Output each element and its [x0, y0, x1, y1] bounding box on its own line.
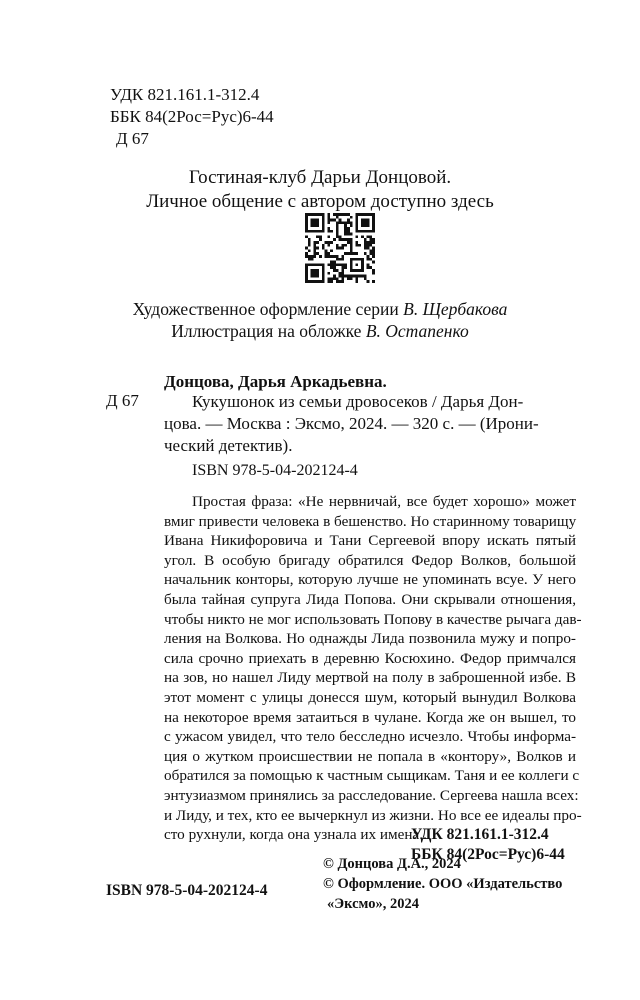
series-design-credit — [0, 298, 640, 320]
annotation-line: ления на Волкова. Но однажды Лида позвонила мужу и попро- — [164, 630, 576, 648]
annotation-line: энтузиазмом принялись за расследование. Сергеева нашла всех: — [164, 786, 579, 804]
annotation-line: на зов, но нашел Лиду мертвой на полу в заброшенной избе. В — [164, 669, 576, 687]
annotation-line: сила срочно приехать в деревню Косюхино. Федор примчался — [164, 649, 576, 667]
footer-bbk: ББК 84(2Рос=Рус)6-44 — [411, 846, 565, 863]
copyright-design: © Оформление. ООО «Издательство — [323, 876, 563, 892]
copyright-block — [323, 854, 562, 914]
annotation-line: начальник конторы, которую лучше не упоминать всуе. У него — [164, 571, 576, 589]
author-code: Д 67 — [106, 391, 139, 410]
copyright-design-cont: «Эксмо», 2024 — [327, 896, 419, 912]
annotation-line: вмиг привести человека в бешенство. Но старинному товарищу — [164, 512, 577, 530]
annotation-line: с ужасом увидел, что тело бесследно исчезло. Чтобы информа- — [164, 728, 576, 746]
annotation-line: чтобы никто не мог использовать Попову в качестве рычага дав- — [164, 610, 582, 628]
cover-illustration-name: В. Остапенко — [365, 321, 469, 341]
annotation-line: сто рухнули, когда она узнала их имена... — [164, 826, 431, 844]
series-design-label: Художественное оформление серии — [132, 299, 399, 319]
udk-code: УДК 821.161.1-312.4 — [110, 85, 260, 104]
annotation-line: обратился за помощью к частным сыщикам. Таня и ее коллеги с — [164, 767, 580, 785]
annotation-line: была тайная супруга Лида Попова. Они скрывали отношения, — [164, 590, 576, 608]
cover-illustration-credit — [0, 320, 640, 342]
annotation-line: угол. В особую бригаду обратился Федор Волков, большой — [164, 551, 576, 569]
annotation-line: и Лиду, и тех, кто ее вычеркнул из жизни. Но все ее идеалы про- — [164, 806, 582, 824]
annotation-line: Простая фраза: «Не нервничай, все будет хорошо» может — [192, 493, 576, 510]
cover-illustration-label: Иллюстрация на обложке — [171, 321, 362, 341]
annotation-line: на некоторое время затаиться в чулане. Когда же он вышел, то — [164, 708, 576, 726]
bib-line: ческий детектив). — [164, 436, 293, 455]
club-subtitle: Личное общение с автором доступно здесь — [146, 191, 494, 212]
series-design-name: В. Щербакова — [403, 299, 508, 319]
credits-block — [0, 298, 640, 342]
annotation-paragraph — [164, 492, 582, 845]
author-heading: Донцова, Дарья Аркадьевна. — [164, 372, 387, 391]
bib-line: Кукушонок из семьи дровосеков / Дарья Дон- — [192, 392, 524, 411]
annotation-line: Ивана Никифоровича и Тани Сергеевой впору искать пятый — [164, 532, 576, 550]
club-title: Гостиная-клуб Дарьи Донцовой. — [188, 167, 452, 188]
copyright-author: © Донцова Д.А., 2024 — [323, 856, 461, 872]
isbn-record: ISBN 978-5-04-202124-4 — [192, 462, 358, 479]
bbk-code: ББК 84(2Рос=Рус)6-44 — [110, 107, 274, 126]
footer-udk: УДК 821.161.1-312.4 — [411, 826, 549, 843]
bibliographic-record — [164, 391, 584, 457]
annotation-line: ция о жутком происшествии не попала в «контору», Волков и — [164, 747, 576, 765]
classification-block — [110, 84, 274, 150]
qr-code-icon[interactable] — [305, 213, 375, 283]
club-block — [0, 166, 640, 214]
author-sign: Д 67 — [116, 129, 149, 148]
footer-isbn: ISBN 978-5-04-202124-4 — [106, 882, 268, 899]
bib-line: цова. — Москва : Эксмо, 2024. — 320 с. — (Ирони- — [164, 414, 539, 433]
annotation-line: этот момент с улицы донесся шум, который вынудил Волкова — [164, 688, 576, 706]
